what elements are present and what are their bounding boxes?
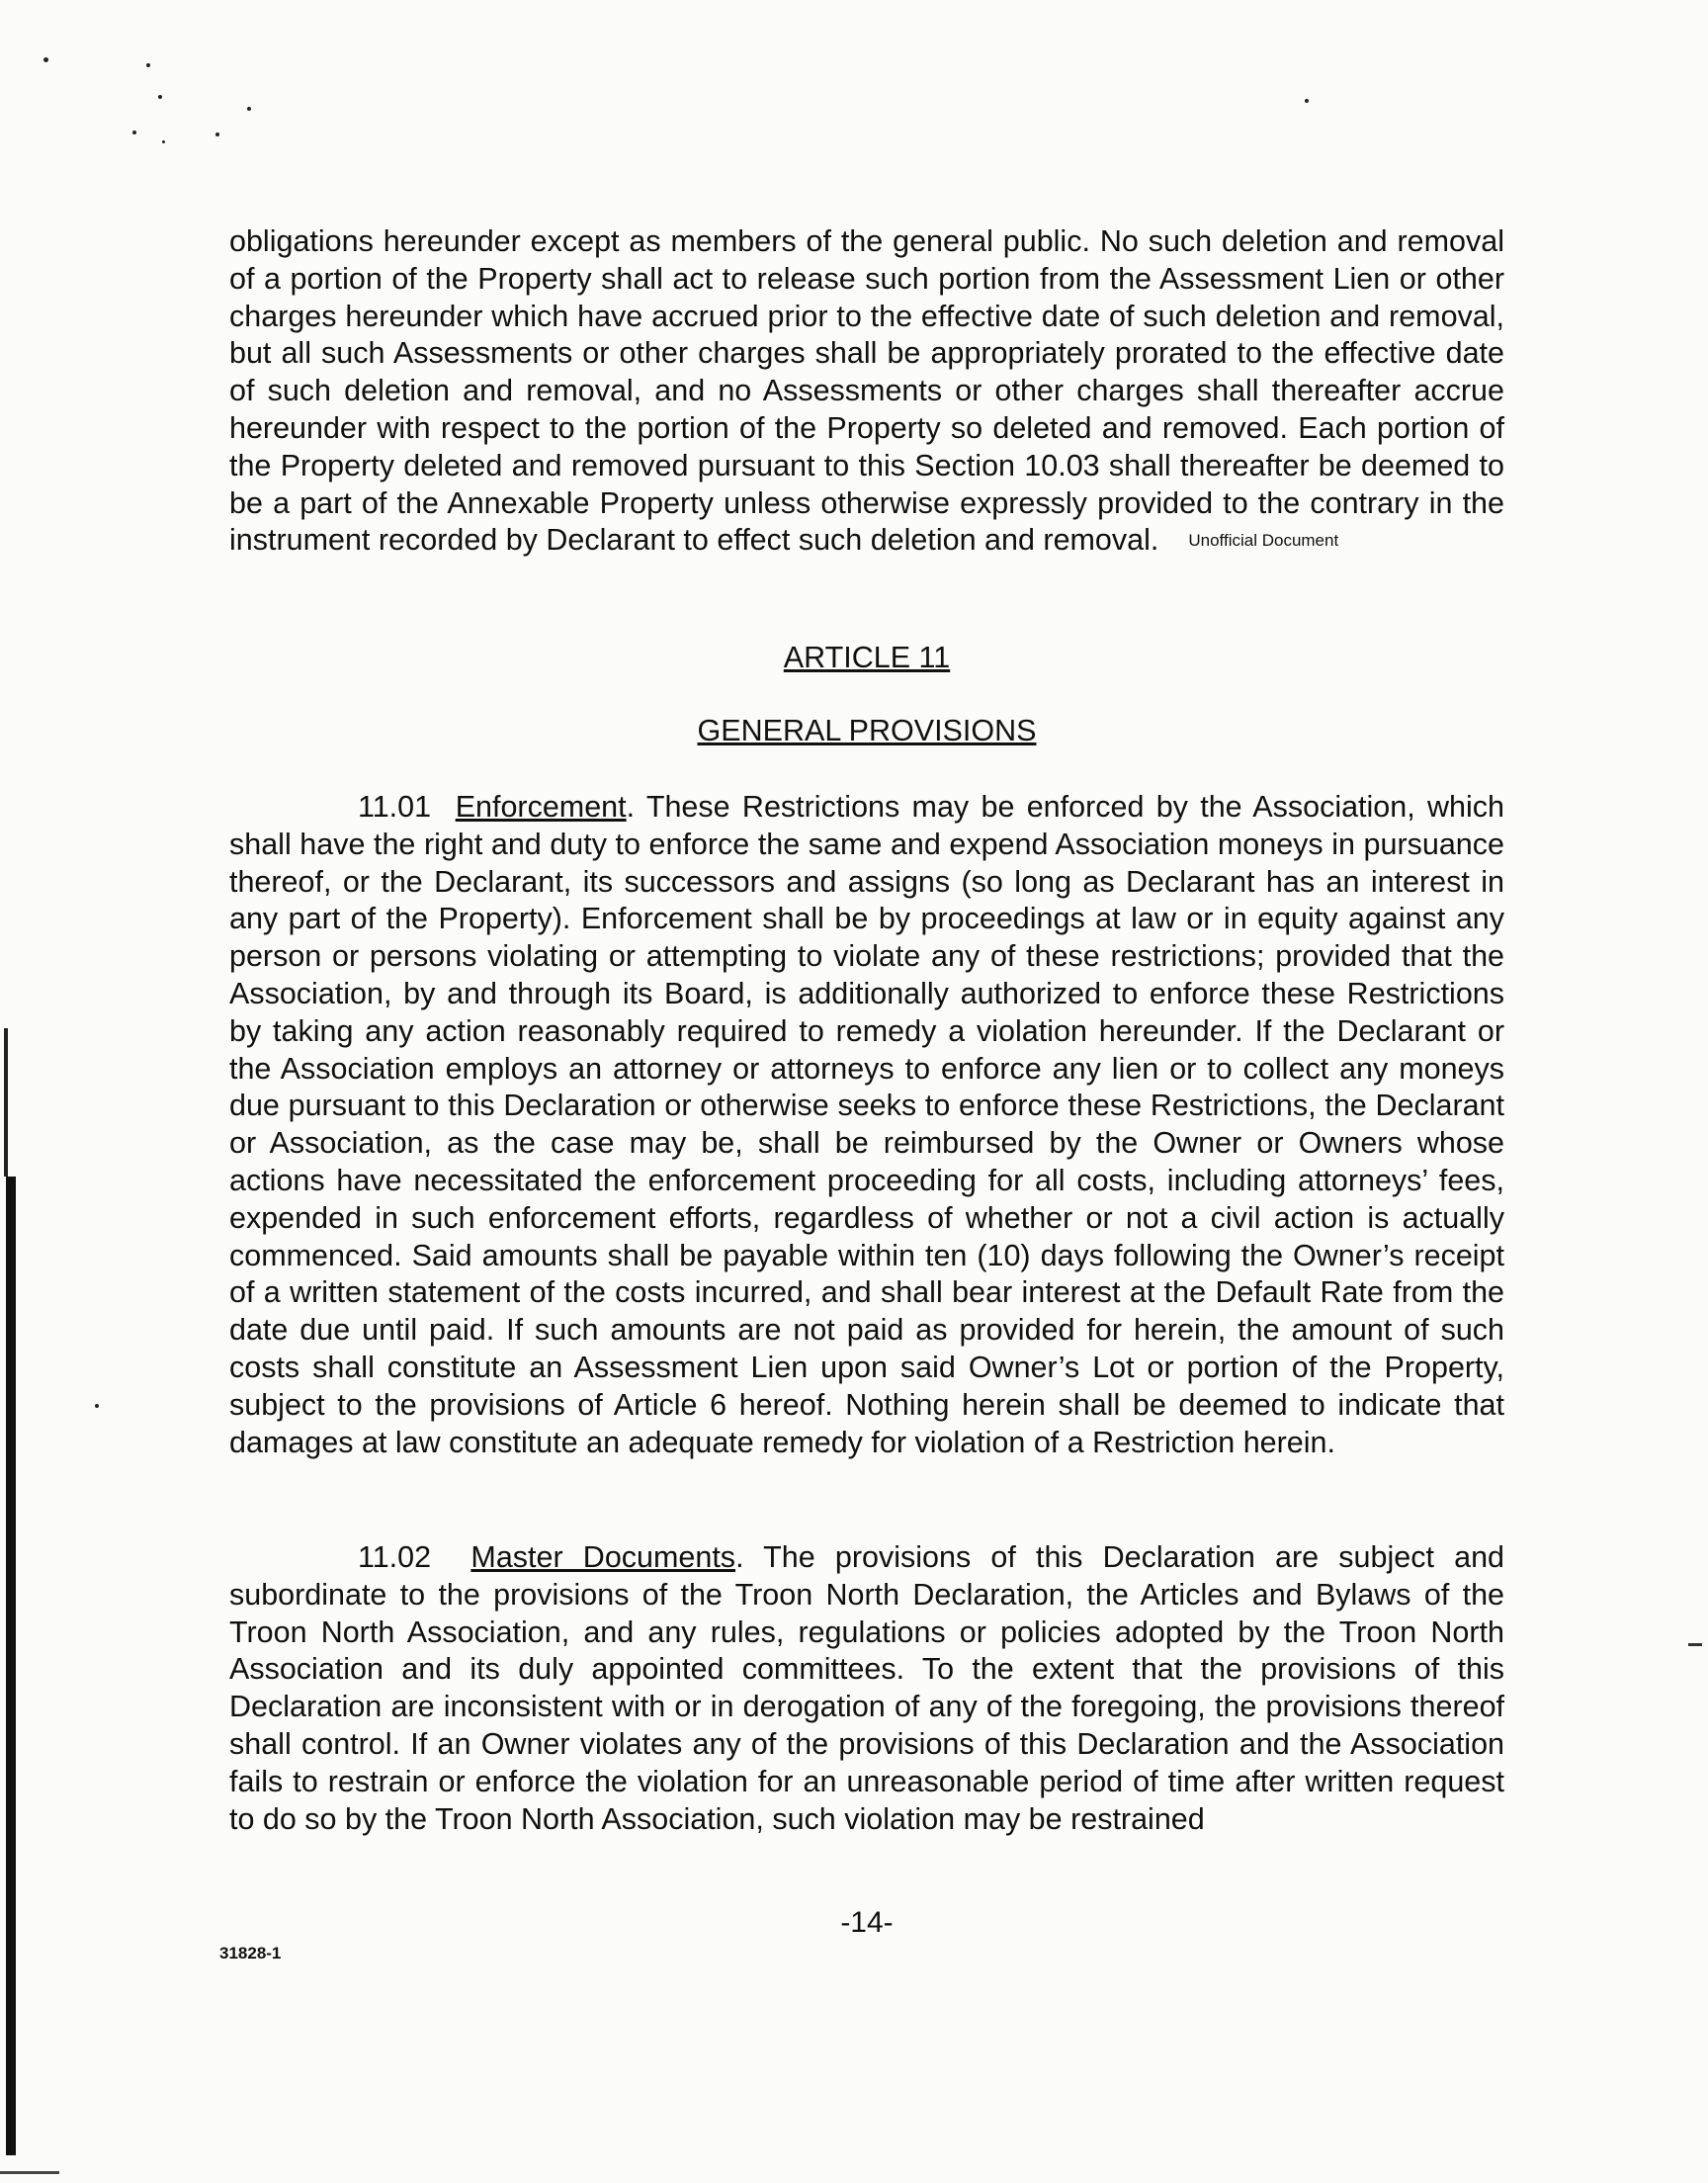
section-11-02 [229,1539,1504,1838]
scan-edge-bar [6,1177,16,2155]
section-11-01 [229,789,1504,1461]
section-number: 11.01 [358,790,432,824]
section-body: . The provisions of this Declaration are subject and subordinate to the provisions of the Troon North Declaration, the Articles and Bylaws of the Troon North Association, and any rules, regulations or policies adopted by the Troon North Association and its duly appointed committees. To the extent that the provisions of this Declaration are inconsistent with or in derogation of any of the foregoing, the provisions thereof shall control. If an Owner violates any of the provisions of this Declaration and the Association fails to restrain or enforce the violation for an unreasonable period of time after written request to do so by the Troon North Association, such violation may be restrained [229,1540,1505,1836]
page-number: -14- [840,1906,894,1939]
scan-edge-mark [4,1028,8,1177]
continuation-paragraph [229,223,1504,560]
scan-speck [43,57,48,62]
scan-bottom-rule [0,2171,59,2174]
section-title: Enforcement [455,790,627,824]
document-code: 31828-1 [219,1944,282,1963]
article-title: GENERAL PROVISIONS [697,714,1037,747]
section-title: Master Documents [470,1540,736,1574]
section-number: 11.02 [358,1540,432,1574]
scan-speck [132,131,136,134]
scan-speck [247,107,251,111]
article-heading: ARTICLE 11 [783,641,951,674]
continuation-text: obligations hereunder except as members of the general public. No such deletion and removal of a portion of the Property shall act to release such portion from the Assessment Lien or other charges hereunder which have accrued prior to the effective date of such deletion and removal, but all such Assessments or other charges shall be appropriately prorated to the effective date of such deletion and removal, and no Assessments or other charges shall thereafter accrue hereunder with respect to the portion of the Property so deleted and removed. Each portion of the Property deleted and removed pursuant to this Section 10.03 shall thereafter be deemed to be a part of the Annexable Property unless otherwise expressly provided to the contrary in the instrument recorded by Declarant to effect such deletion and removal. [229,224,1504,558]
scan-speck [215,132,219,136]
unofficial-document-stamp: Unofficial Document [1188,531,1339,551]
scan-edge-mark-right [1688,1643,1702,1646]
scan-speck [146,63,150,67]
scan-speck [1305,99,1309,103]
scan-speck [95,1404,99,1408]
scan-speck [158,95,162,99]
scan-speck [162,140,165,143]
section-body: . These Restrictions may be enforced by the Association, which shall have the right and duty to enforce the same and expend Association moneys in pursuance thereof, or the Declarant, its successors and assigns (so long as Declarant has an interest in any part of the Property). Enforcement shall be by proceedings at law or in equity against any person or persons violating or attempting to violate any of these restrictions; provided that the Association, by and through its Board, is additionally authorized to enforce these Restrictions by taking any action reasonably required to remedy a violation hereunder. If the Declarant or the Association employs an attorney or attorneys to enforce any lien or to collect any moneys due pursuant to this Declaration or otherwise seeks to enforce these Restrictions, the Declarant or Association, as the case may be, shall be reimbursed by the Owner or Owners whose actions have necessitated the enforcement proceeding for all costs, including attorneys’ fees, expended in such enforcement efforts, regardless of whether or not a civil action is actually commenced. Said amounts shall be payable within ten (10) days following the Owner’s receipt of a written statement of the costs incurred, and shall bear interest at the Default Rate from the date due until paid. If such amounts are not paid as provided for herein, the amount of such costs shall constitute an Assessment Lien upon said Owner’s Lot or portion of the Property, subject to the provisions of Article 6 hereof. Nothing herein shall be deemed to indicate that damages at law constitute an adequate remedy for violation of a Restriction herein. [229,790,1504,1459]
